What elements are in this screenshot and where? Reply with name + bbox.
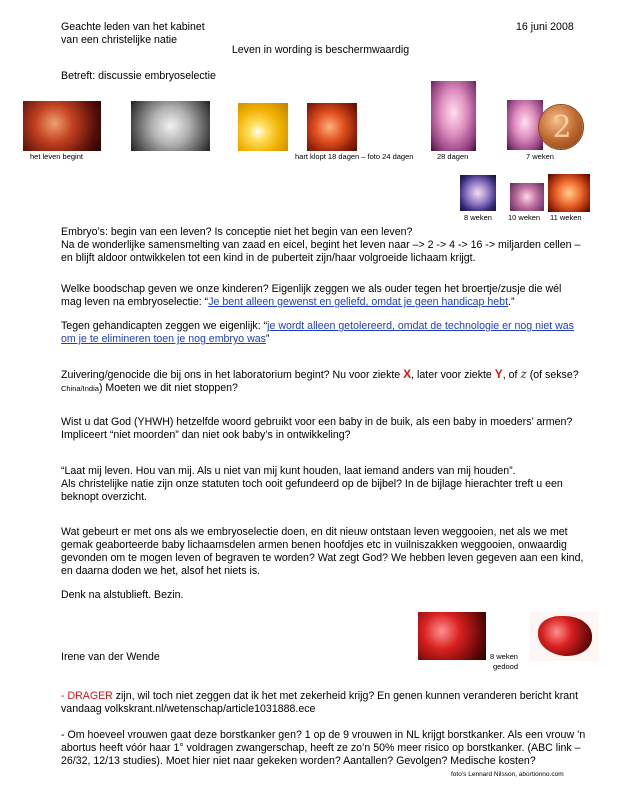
letter-title: Leven in wording is beschermwaardig — [231, 44, 410, 56]
note-drager — [61, 690, 581, 716]
genocide-text-a: Zuivering/genocide die bij ons in het laboratorium begint? Nu voor ziekte — [61, 369, 404, 381]
paragraph-god-word-text: Wist u dat God (YHWH) hetzelfde woord gebruikt voor een baby in de buik, als een baby in moeders’ armen? Impliceert “niet moorden” dan niet ook baby’s in ontwikkeling? — [61, 416, 573, 441]
note-drager-text: zijn, wil toch niet zeggen dat ik het met zekerheid krijg? En genen kunnen veranderen bericht krant vandaag volkskrant.nl/wetenschap/article1031888.ece — [61, 690, 579, 715]
link-getolereerd[interactable]: je wordt alleen getolereerd, omdat de technologie er nog niet was om je te elimineren toen je nog embryo was — [61, 320, 574, 345]
note-breast-cancer-text: - Om hoeveel vrouwen gaat deze borstkanker gen? 1 op de 9 vrouwen in NL krijgt borstkanker. Als een vrouw ’n abortus heeft vóór haar 1° voldragen zwangerschap, heeft ze zo’n 50% meer risico op borstkanker. (ABC link – 26/32, 12/13 studies). Moet hier niet naar gekeken worden? Aantallen? Gevolgen? Medische kosten? — [61, 729, 586, 767]
paragraph-handicapped-end: ” — [265, 333, 270, 345]
paragraph-what-happens — [61, 526, 586, 578]
paragraph-let-me-live — [61, 465, 581, 504]
note-drager-highlight: - DRAGER — [61, 690, 113, 702]
caption-10-weken: 10 weken — [508, 213, 541, 222]
photo-egg-cell — [238, 103, 288, 151]
coin-scale-reference: 2 — [538, 104, 584, 150]
genocide-text-d: (of sekse? — [526, 369, 579, 381]
photo-embryo-24-days — [307, 103, 357, 151]
caption-28-dagen: 28 dagen — [437, 152, 469, 161]
photo-credit: foto’s Lennard Nilsson, abortionno.com — [451, 771, 564, 778]
china-india-note: China/India — [61, 384, 99, 393]
letter-subject: Betreft: discussie embryoselectie — [61, 70, 216, 82]
genocide-text-c: , of — [502, 369, 521, 381]
paragraph-embryos-line-1: Embryo’s: begin van een leven? Is conceptie niet het begin van een leven? — [61, 226, 413, 238]
photo-fetus-8-weeks — [460, 175, 496, 211]
paragraph-embryos-line-2: Na de wonderlijke samensmelting van zaad en eicel, begint het leven naar –> 2 -> 4 -> 16 -> miljarden cellen – en blijft aldoor ontwikkelen tot een kind in de puberteit zijn/haar volgroeide lichaam krijgt. — [61, 239, 581, 264]
disease-y-marker: Y — [494, 367, 503, 381]
paragraph-let-me-live-line-2: Als christelijke natie zijn onze statuten toch ooit gefundeerd op de bijbel? In de bijlage hierachter treft u een beknopt overzicht. — [61, 478, 563, 503]
caption-8-weken: 8 weken — [464, 213, 492, 222]
disease-z-marker: z — [520, 367, 527, 381]
paragraph-genocide — [61, 368, 586, 395]
photo-conception — [23, 101, 101, 151]
addressee-line-1: Geachte leden van het kabinet — [61, 21, 205, 33]
paragraph-message-text: Welke boodschap geven we onze kinderen? Eigenlijk zeggen we als ouder tegen het broertje/zusje die wél mag leven na embryoselectie: “ — [61, 283, 562, 308]
genocide-text-e: ) Moeten we dit niet stoppen? — [98, 382, 238, 394]
caption-7-weken: 7 weken — [526, 152, 554, 161]
signature-name: Irene van der Wende — [61, 651, 160, 663]
genocide-text-b: , later voor ziekte — [411, 369, 495, 381]
paragraph-handicapped-text: Tegen gehandicapten zeggen we eigenlijk: “ — [61, 320, 268, 332]
link-gewenst-geliefd[interactable]: Je bent alleen gewenst en geliefd, omdat je geen handicap hebt — [208, 296, 509, 308]
photo-fetus-11-weeks — [548, 174, 590, 212]
paragraph-let-me-live-line-1: “Laat mij leven. Hou van mij. Als u niet van mij kunt houden, laat iemand anders van mij houden”. — [61, 465, 516, 477]
caption-8-weken-killed: 8 weken — [490, 652, 518, 661]
photo-killed-fetus-2 — [530, 612, 599, 661]
photo-embryo-28-days — [431, 81, 476, 151]
paragraph-embryos — [61, 226, 581, 265]
letter-date: 16 juni 2008 — [516, 21, 574, 33]
paragraph-message-end: .” — [508, 296, 515, 308]
caption-hart-klopt: hart klopt 18 dagen – foto 24 dagen — [295, 152, 414, 161]
note-breast-cancer — [61, 729, 586, 768]
addressee-line-2: van een christelijke natie — [61, 34, 178, 46]
paragraph-handicapped — [61, 320, 591, 346]
disease-x-marker: X — [403, 367, 412, 381]
caption-leven-begint: het leven begint — [30, 152, 83, 161]
paragraph-god-word — [61, 416, 586, 442]
paragraph-what-happens-text: Wat gebeurt er met ons als we embryoselectie doen, en dit nieuw ontstaan leven weggooien, net als we met gemak geaborteerde baby lichaamsdelen armen benen hoofdjes etc in vuilniszakken weggooien, onwaardig gevonden om te mogen leven of begraven te worden? Wat zegt God? We hebben leven gegeven aan een kind, en daarna doden we het, alsof het niets is. — [61, 526, 584, 577]
photo-sperm-cells — [131, 101, 210, 151]
photo-killed-fetus-1 — [418, 612, 486, 660]
caption-gedood: gedood — [493, 662, 519, 671]
paragraph-message-children — [61, 283, 581, 309]
caption-11-weken: 11 weken — [550, 213, 582, 222]
closing-line: Denk na alstublieft. Bezin. — [61, 589, 184, 601]
photo-fetus-10-weeks — [510, 183, 544, 211]
